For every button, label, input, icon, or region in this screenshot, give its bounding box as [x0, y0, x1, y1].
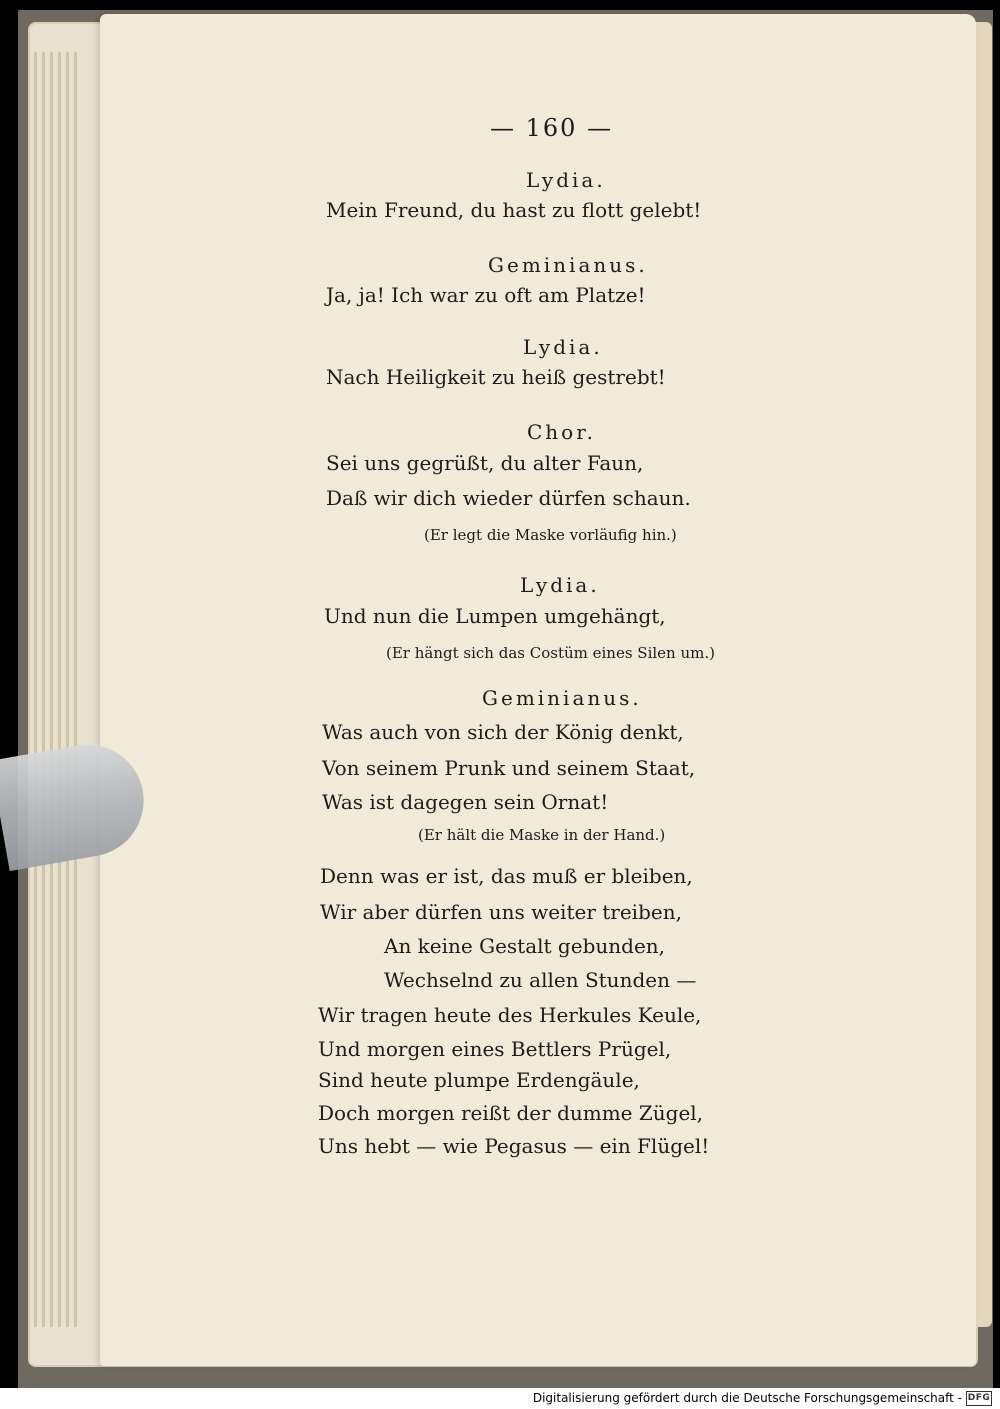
speaker-geminianus: Geminianus. — [482, 686, 642, 710]
verse-line: Wechselnd zu allen Stunden — — [384, 968, 697, 992]
speaker-geminianus: Geminianus. — [488, 253, 648, 277]
speaker-lydia: Lydia. — [523, 335, 603, 359]
verse-line: An keine Gestalt gebunden, — [384, 934, 666, 958]
verse-line: Von seinem Prunk und seinem Staat, — [322, 756, 696, 780]
verse-line: Was auch von sich der König denkt, — [322, 720, 684, 744]
verse-line: Denn was er ist, das muß er bleiben, — [320, 864, 693, 888]
verse-line: Mein Freund, du hast zu flott gelebt! — [326, 198, 702, 222]
verse-line: Was ist dagegen sein Ornat! — [322, 790, 609, 814]
page-edge — [42, 52, 45, 1327]
verse-line: Ja, ja! Ich war zu oft am Platze! — [326, 283, 646, 307]
verse-line: Nach Heiligkeit zu heiß gestrebt! — [326, 365, 666, 389]
page-edge — [50, 52, 53, 1327]
footer-bar — [0, 1388, 1000, 1409]
speaker-lydia: Lydia. — [526, 168, 606, 192]
stage-direction: (Er hält die Maske in der Hand.) — [418, 826, 666, 844]
stage-direction: (Er hängt sich das Costüm eines Silen um.) — [386, 644, 715, 662]
verse-line: Daß wir dich wieder dürfen schaun. — [326, 486, 691, 510]
page-number: — 160 — — [490, 114, 614, 142]
verse-line: Doch morgen reißt der dumme Zügel, — [318, 1101, 704, 1125]
page-edge — [74, 52, 77, 1327]
verse-line: Wir aber dürfen uns weiter treiben, — [320, 900, 682, 924]
verse-line: Und nun die Lumpen umgehängt, — [324, 604, 666, 628]
speaker-chor: Chor. — [527, 420, 596, 444]
stage-direction: (Er legt die Maske vorläufig hin.) — [424, 526, 677, 544]
verse-line: Sind heute plumpe Erdengäule, — [318, 1068, 640, 1092]
verse-line: Uns hebt — wie Pegasus — ein Flügel! — [318, 1134, 710, 1158]
verse-line: Wir tragen heute des Herkules Keule, — [318, 1003, 702, 1027]
speaker-lydia: Lydia. — [520, 573, 600, 597]
dfg-logo: DFG — [966, 1391, 992, 1406]
page-edge — [66, 52, 69, 1327]
page-edge — [58, 52, 61, 1327]
footer-credit: Digitalisierung gefördert durch die Deutsche Forschungsgemeinschaft - — [532, 1391, 962, 1405]
verse-line: Und morgen eines Bettlers Prügel, — [318, 1037, 672, 1061]
page-edge — [34, 52, 37, 1327]
verse-line: Sei uns gegrüßt, du alter Faun, — [326, 451, 644, 475]
